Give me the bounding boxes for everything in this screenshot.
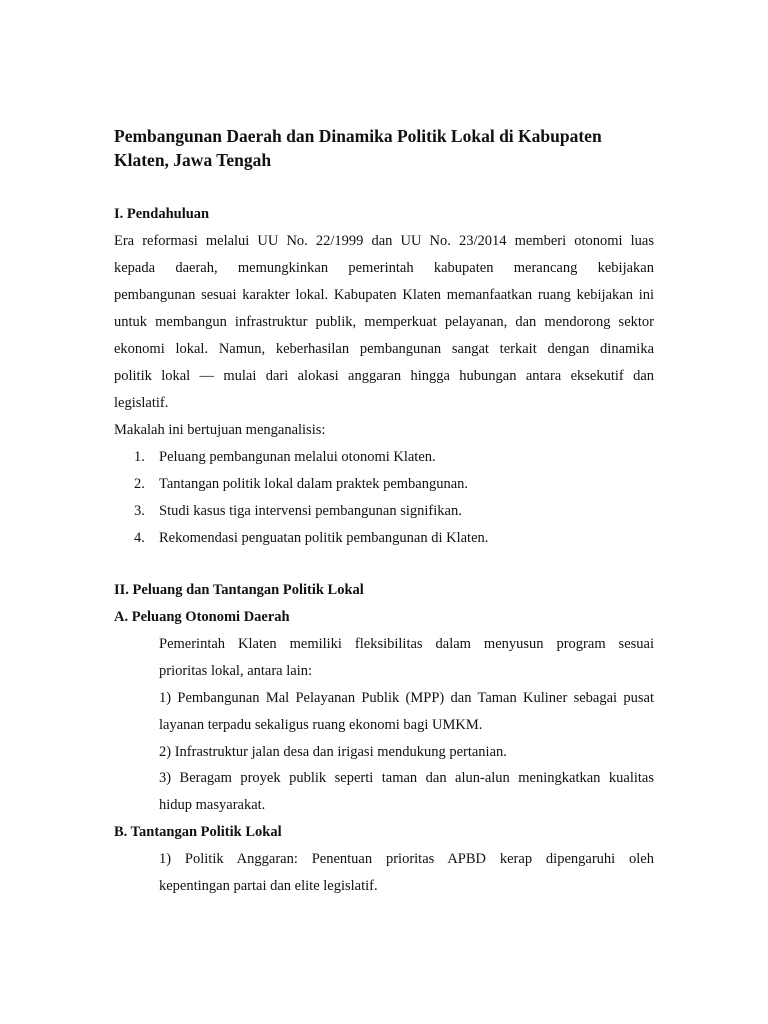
- paragraph-line: Era reformasi melalui UU No. 22/1999 dan UU No. 23/2014 memberi otonomi luas: [114, 233, 654, 249]
- section-heading-pendahuluan: I. Pendahuluan: [114, 206, 210, 222]
- paragraph-line: 2) Infrastruktur jalan desa dan irigasi mendukung pertanian.: [159, 744, 507, 760]
- paragraph-line: kepada daerah, memungkinkan pemerintah kabupaten merancang kebijakan: [114, 260, 654, 276]
- subsection-heading-tantangan: B. Tantangan Politik Lokal: [114, 824, 282, 840]
- section-heading-peluang-tantangan: II. Peluang dan Tantangan Politik Lokal: [114, 582, 364, 598]
- paragraph-line: Pemerintah Klaten memiliki fleksibilitas dalam menyusun program sesuai: [159, 636, 654, 652]
- document-title: Pembangunan Daerah dan Dinamika Politik Lokal di Kabupaten Klaten, Jawa Tengah: [114, 126, 602, 170]
- paragraph-line: pembangunan sesuai karakter lokal. Kabupaten Klaten memanfaatkan ruang kebijakan ini: [114, 287, 654, 303]
- list-item-number: 4.: [134, 530, 145, 546]
- paragraph-line: hidup masyarakat.: [159, 797, 266, 813]
- list-item-text: Tantangan politik lokal dalam praktek pembangunan.: [159, 476, 469, 492]
- paragraph-line: layanan terpadu sekaligus ruang ekonomi bagi UMKM.: [159, 717, 483, 733]
- list-item-number: 2.: [134, 476, 145, 492]
- paragraph-line: politik lokal — mulai dari alokasi anggaran hingga hubungan antara eksekutif dan: [114, 368, 654, 384]
- paragraph-line: prioritas lokal, antara lain:: [159, 663, 313, 679]
- paragraph-line: 1) Pembangunan Mal Pelayanan Publik (MPP) dan Taman Kuliner sebagai pusat: [159, 690, 654, 706]
- paragraph-line: untuk membangun infrastruktur publik, memperkuat pelayanan, dan mendorong sektor: [114, 314, 654, 330]
- list-item-text: Peluang pembangunan melalui otonomi Klaten.: [159, 449, 436, 465]
- list-item-number: 3.: [134, 503, 145, 519]
- list-item-text: Studi kasus tiga intervensi pembangunan signifikan.: [159, 503, 462, 519]
- list-item-number: 1.: [134, 449, 145, 465]
- list-intro: Makalah ini bertujuan menganalisis:: [114, 422, 326, 438]
- paragraph-line: legislatif.: [114, 395, 169, 411]
- paragraph-line: 3) Beragam proyek publik seperti taman dan alun-alun meningkatkan kualitas: [159, 770, 654, 786]
- list-item-text: Rekomendasi penguatan politik pembangunan di Klaten.: [159, 530, 489, 546]
- paragraph-line: 1) Politik Anggaran: Penentuan prioritas APBD kerap dipengaruhi oleh: [159, 851, 654, 867]
- paragraph-line: kepentingan partai dan elite legislatif.: [159, 878, 378, 894]
- subsection-heading-peluang: A. Peluang Otonomi Daerah: [114, 609, 290, 625]
- paragraph-line: ekonomi lokal. Namun, keberhasilan pembangunan sangat terkait dengan dinamika: [114, 341, 654, 357]
